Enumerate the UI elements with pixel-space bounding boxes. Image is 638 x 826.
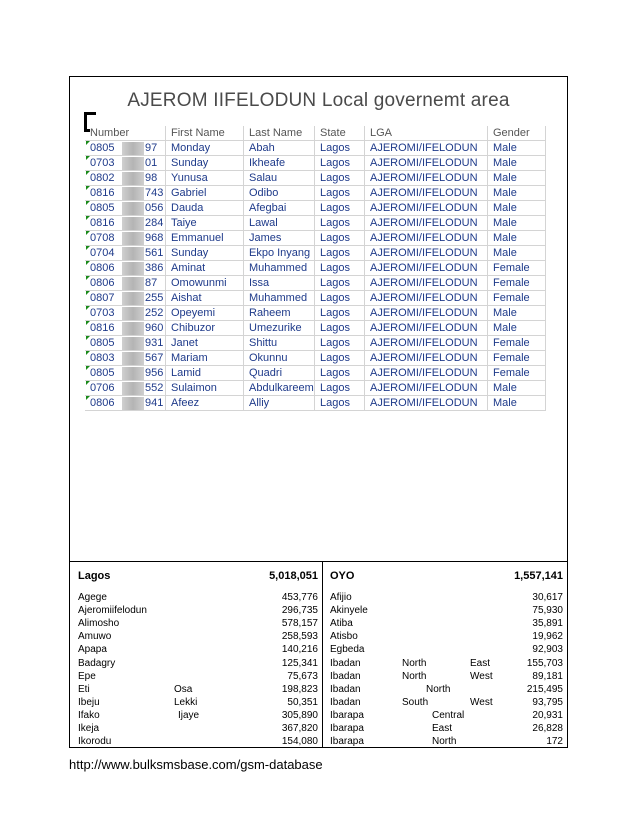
lga-population: 578,157 bbox=[281, 618, 318, 630]
redaction-blur bbox=[122, 217, 144, 230]
phone-suffix: 056 bbox=[145, 201, 164, 214]
phone-number-cell bbox=[85, 396, 166, 411]
spreadsheet-screenshot bbox=[70, 77, 567, 561]
state-cell: Lagos bbox=[315, 306, 365, 321]
lagos-header bbox=[78, 570, 318, 582]
lga-name: Atiba bbox=[330, 618, 353, 630]
phone-prefix: 0806 bbox=[90, 276, 115, 289]
lga-population: 296,735 bbox=[281, 605, 318, 617]
lga-subname: North bbox=[432, 736, 457, 748]
phone-prefix: 0805 bbox=[90, 336, 115, 349]
state-name: Lagos bbox=[78, 570, 111, 582]
state-cell: Lagos bbox=[315, 321, 365, 336]
phone-prefix: 0807 bbox=[90, 291, 115, 304]
state-cell: Lagos bbox=[315, 366, 365, 381]
first-name-cell: Omowunmi bbox=[166, 276, 244, 291]
lga-row bbox=[78, 671, 318, 683]
redaction-blur bbox=[122, 232, 144, 245]
state-cell: Lagos bbox=[315, 291, 365, 306]
lga-population: 305,890 bbox=[281, 709, 318, 721]
lga-cell: AJEROMI/IFELODUN bbox=[365, 336, 488, 351]
phone-prefix: 0703 bbox=[90, 156, 115, 169]
redaction-blur bbox=[122, 202, 144, 215]
lagos-column bbox=[70, 562, 323, 748]
lga-row bbox=[330, 736, 563, 748]
lga-subname-2: East bbox=[470, 657, 491, 669]
first-name-cell: Afeez bbox=[166, 396, 244, 411]
phone-number-cell bbox=[85, 336, 166, 351]
table-row bbox=[85, 321, 546, 336]
gender-cell: Male bbox=[488, 141, 546, 156]
gender-cell: Male bbox=[488, 306, 546, 321]
lga-cell: AJEROMI/IFELODUN bbox=[365, 171, 488, 186]
first-name-cell: Sunday bbox=[166, 156, 244, 171]
lga-population: 30,617 bbox=[532, 592, 563, 603]
lga-cell: AJEROMI/IFELODUN bbox=[365, 276, 488, 291]
lga-row bbox=[78, 658, 318, 670]
lga-row bbox=[330, 671, 563, 683]
column-header: Last Name bbox=[244, 126, 315, 141]
lga-name: Ibeju bbox=[78, 696, 100, 708]
last-name-cell: Ikheafe bbox=[244, 156, 315, 171]
first-name-cell: Aminat bbox=[166, 261, 244, 276]
phone-suffix: 98 bbox=[145, 171, 158, 184]
lga-population: 75,930 bbox=[532, 605, 563, 617]
lga-cell: AJEROMI/IFELODUN bbox=[365, 141, 488, 156]
last-name-cell: Okunnu bbox=[244, 351, 315, 366]
state-cell: Lagos bbox=[315, 216, 365, 231]
gender-cell: Female bbox=[488, 351, 546, 366]
lga-subname: Ijaye bbox=[178, 709, 200, 721]
phone-suffix: 97 bbox=[145, 141, 158, 154]
state-cell: Lagos bbox=[315, 276, 365, 291]
lga-cell: AJEROMI/IFELODUN bbox=[365, 381, 488, 396]
state-cell: Lagos bbox=[315, 336, 365, 351]
lga-row bbox=[78, 723, 318, 735]
lga-cell: AJEROMI/IFELODUN bbox=[365, 396, 488, 411]
table-row bbox=[85, 141, 546, 156]
lga-subname-2: West bbox=[470, 670, 493, 682]
state-cell: Lagos bbox=[315, 261, 365, 276]
column-header: LGA bbox=[365, 126, 488, 141]
last-name-cell: Issa bbox=[244, 276, 315, 291]
phone-suffix: 561 bbox=[145, 246, 164, 259]
lga-name: Egbeda bbox=[330, 644, 365, 656]
first-name-cell: Aishat bbox=[166, 291, 244, 306]
lga-population: 154,080 bbox=[281, 736, 318, 748]
redaction-blur bbox=[122, 352, 144, 365]
phone-prefix: 0704 bbox=[90, 246, 115, 259]
redaction-blur bbox=[122, 307, 144, 320]
table-row bbox=[85, 171, 546, 186]
first-name-cell: Taiye bbox=[166, 216, 244, 231]
table-row bbox=[85, 216, 546, 231]
lga-row bbox=[78, 618, 318, 630]
lga-row bbox=[330, 723, 563, 735]
gender-cell: Female bbox=[488, 336, 546, 351]
lga-name: Ibadan bbox=[330, 683, 361, 695]
phone-prefix: 0806 bbox=[90, 396, 115, 409]
redaction-blur bbox=[122, 277, 144, 290]
gender-cell: Male bbox=[488, 381, 546, 396]
lga-cell: AJEROMI/IFELODUN bbox=[365, 261, 488, 276]
gender-cell: Male bbox=[488, 201, 546, 216]
lga-cell: AJEROMI/IFELODUN bbox=[365, 291, 488, 306]
table-row bbox=[85, 186, 546, 201]
lga-cell: AJEROMI/IFELODUN bbox=[365, 216, 488, 231]
lga-subname: East bbox=[432, 723, 453, 734]
lga-cell: AJEROMI/IFELODUN bbox=[365, 246, 488, 261]
first-name-cell: Lamid bbox=[166, 366, 244, 381]
column-header: Number bbox=[85, 126, 166, 141]
phone-number-cell bbox=[85, 171, 166, 186]
table-row bbox=[85, 201, 546, 216]
lga-row bbox=[78, 736, 318, 748]
lga-name: Ikorodu bbox=[78, 736, 112, 748]
lga-row bbox=[330, 684, 563, 696]
state-cell: Lagos bbox=[315, 141, 365, 156]
lga-cell: AJEROMI/IFELODUN bbox=[365, 351, 488, 366]
phone-number-cell bbox=[85, 321, 166, 336]
first-name-cell: Sunday bbox=[166, 246, 244, 261]
lga-row bbox=[330, 697, 563, 709]
first-name-cell: Sulaimon bbox=[166, 381, 244, 396]
last-name-cell: Quadri bbox=[244, 366, 315, 381]
redaction-blur bbox=[122, 322, 144, 335]
lga-population: 19,962 bbox=[532, 631, 563, 643]
phone-number-cell bbox=[85, 156, 166, 171]
lga-population: 92,903 bbox=[532, 644, 563, 656]
lga-cell: AJEROMI/IFELODUN bbox=[365, 186, 488, 201]
last-name-cell: James bbox=[244, 231, 315, 246]
gender-cell: Male bbox=[488, 321, 546, 336]
lga-population: 258,593 bbox=[281, 631, 318, 643]
lga-cell: AJEROMI/IFELODUN bbox=[365, 321, 488, 336]
phone-number-cell bbox=[85, 231, 166, 246]
last-name-cell: Odibo bbox=[244, 186, 315, 201]
lga-name: Alimosho bbox=[78, 618, 120, 630]
lga-name: Ibarapa bbox=[330, 723, 364, 734]
lga-name: Epe bbox=[78, 670, 96, 682]
phone-suffix: 743 bbox=[145, 186, 164, 199]
lga-subname: North bbox=[426, 683, 451, 695]
phone-suffix: 956 bbox=[145, 366, 164, 379]
last-name-cell: Raheem bbox=[244, 306, 315, 321]
last-name-cell: Ekpo Inyang bbox=[244, 246, 315, 261]
phone-number-cell bbox=[85, 216, 166, 231]
first-name-cell: Janet bbox=[166, 336, 244, 351]
first-name-cell: Emmanuel bbox=[166, 231, 244, 246]
lga-row bbox=[330, 592, 563, 604]
lga-name: Amuwo bbox=[78, 631, 112, 643]
lga-population: 125,341 bbox=[281, 657, 318, 669]
first-name-cell: Mariam bbox=[166, 351, 244, 366]
table-header-row bbox=[85, 126, 546, 141]
lga-row bbox=[78, 644, 318, 656]
column-header: First Name bbox=[166, 126, 244, 141]
source-url[interactable]: http://www.bulksmsbase.com/gsm-database bbox=[69, 757, 323, 772]
gender-cell: Female bbox=[488, 276, 546, 291]
last-name-cell: Umezurike bbox=[244, 321, 315, 336]
table-row bbox=[85, 366, 546, 381]
oyo-header bbox=[330, 570, 563, 582]
last-name-cell: Abah bbox=[244, 141, 315, 156]
spreadsheet-title: AJEROM IIFELODUN Local governemt area bbox=[127, 90, 510, 111]
lga-subname: North bbox=[402, 670, 427, 682]
phone-suffix: 931 bbox=[145, 336, 164, 349]
phone-prefix: 0708 bbox=[90, 231, 115, 244]
phone-prefix: 0816 bbox=[90, 186, 115, 199]
lga-cell: AJEROMI/IFELODUN bbox=[365, 201, 488, 216]
state-cell: Lagos bbox=[315, 186, 365, 201]
state-cell: Lagos bbox=[315, 231, 365, 246]
lga-row bbox=[330, 631, 563, 643]
lga-subname: Lekki bbox=[174, 696, 198, 708]
table-row bbox=[85, 156, 546, 171]
phone-suffix: 87 bbox=[145, 276, 158, 289]
lga-cell: AJEROMI/IFELODUN bbox=[365, 306, 488, 321]
phone-suffix: 252 bbox=[145, 306, 164, 319]
lga-row bbox=[330, 658, 563, 670]
last-name-cell: Alliy bbox=[244, 396, 315, 411]
phone-number-cell bbox=[85, 351, 166, 366]
table-row bbox=[85, 291, 546, 306]
phone-prefix: 0703 bbox=[90, 306, 115, 319]
first-name-cell: Chibuzor bbox=[166, 321, 244, 336]
first-name-cell: Dauda bbox=[166, 201, 244, 216]
phone-suffix: 255 bbox=[145, 291, 164, 304]
gender-cell: Female bbox=[488, 291, 546, 306]
phone-number-cell bbox=[85, 186, 166, 201]
phone-number-cell bbox=[85, 306, 166, 321]
document-frame bbox=[69, 76, 568, 748]
redaction-blur bbox=[122, 337, 144, 350]
lga-name: Afijio bbox=[330, 592, 352, 603]
lga-name: Badagry bbox=[78, 657, 116, 669]
phone-prefix: 0706 bbox=[90, 381, 115, 394]
lga-population: 75,673 bbox=[287, 670, 318, 682]
state-cell: Lagos bbox=[315, 171, 365, 186]
gender-cell: Female bbox=[488, 366, 546, 381]
lga-population: 89,181 bbox=[532, 670, 563, 682]
lga-name: Ibadan bbox=[330, 696, 361, 708]
table-row bbox=[85, 306, 546, 321]
redaction-blur bbox=[122, 292, 144, 305]
lga-row bbox=[330, 605, 563, 617]
lga-population: 198,823 bbox=[281, 683, 318, 695]
lga-population: 35,891 bbox=[532, 618, 563, 630]
redaction-blur bbox=[122, 187, 144, 200]
lga-row bbox=[78, 710, 318, 722]
phone-number-cell bbox=[85, 246, 166, 261]
last-name-cell: Abdulkareem bbox=[244, 381, 315, 396]
table-row bbox=[85, 276, 546, 291]
state-cell: Lagos bbox=[315, 381, 365, 396]
lga-cell: AJEROMI/IFELODUN bbox=[365, 366, 488, 381]
phone-prefix: 0803 bbox=[90, 351, 115, 364]
first-name-cell: Monday bbox=[166, 141, 244, 156]
phone-suffix: 01 bbox=[145, 156, 158, 169]
column-header: Gender bbox=[488, 126, 546, 141]
lga-name: Agege bbox=[78, 592, 107, 603]
state-cell: Lagos bbox=[315, 246, 365, 261]
redaction-blur bbox=[122, 157, 144, 170]
table-row bbox=[85, 231, 546, 246]
phone-suffix: 284 bbox=[145, 216, 164, 229]
lga-cell: AJEROMI/IFELODUN bbox=[365, 231, 488, 246]
lga-name: Akinyele bbox=[330, 605, 368, 617]
redaction-blur bbox=[122, 142, 144, 155]
last-name-cell: Salau bbox=[244, 171, 315, 186]
lga-name: Eti bbox=[78, 683, 90, 695]
lga-population: 26,828 bbox=[532, 723, 563, 734]
redaction-blur bbox=[122, 367, 144, 380]
state-total: 1,557,141 bbox=[514, 570, 563, 582]
gender-cell: Male bbox=[488, 231, 546, 246]
phone-number-cell bbox=[85, 276, 166, 291]
lga-name: Atisbo bbox=[330, 631, 358, 643]
last-name-cell: Afegbai bbox=[244, 201, 315, 216]
lga-subname: Central bbox=[432, 709, 465, 721]
lga-population: 215,495 bbox=[526, 683, 563, 695]
lga-row bbox=[78, 631, 318, 643]
table-body bbox=[85, 141, 546, 411]
redaction-blur bbox=[122, 262, 144, 275]
phone-suffix: 552 bbox=[145, 381, 164, 394]
lga-subname-2: West bbox=[470, 696, 493, 708]
table-row bbox=[85, 351, 546, 366]
lga-name: Ibarapa bbox=[330, 709, 364, 721]
lga-name: Ajeromiifelodun bbox=[78, 605, 147, 617]
phone-number-cell bbox=[85, 141, 166, 156]
lga-cell: AJEROMI/IFELODUN bbox=[365, 156, 488, 171]
redaction-blur bbox=[122, 382, 144, 395]
lga-name: Ibarapa bbox=[330, 736, 364, 748]
lga-subname: South bbox=[402, 696, 429, 708]
first-name-cell: Gabriel bbox=[166, 186, 244, 201]
gender-cell: Male bbox=[488, 396, 546, 411]
first-name-cell: Opeyemi bbox=[166, 306, 244, 321]
lga-population: 50,351 bbox=[287, 696, 318, 708]
population-section bbox=[70, 561, 567, 748]
gender-cell: Female bbox=[488, 261, 546, 276]
phone-number-cell bbox=[85, 261, 166, 276]
state-cell: Lagos bbox=[315, 201, 365, 216]
lga-population: 93,795 bbox=[532, 696, 563, 708]
lga-population: 172 bbox=[546, 736, 563, 748]
contacts-table bbox=[85, 126, 546, 411]
phone-number-cell bbox=[85, 366, 166, 381]
state-cell: Lagos bbox=[315, 396, 365, 411]
column-header: State bbox=[315, 126, 365, 141]
lga-row bbox=[330, 644, 563, 656]
phone-prefix: 0816 bbox=[90, 321, 115, 334]
last-name-cell: Muhammed bbox=[244, 291, 315, 306]
lga-row bbox=[78, 605, 318, 617]
table-row bbox=[85, 246, 546, 261]
lga-population: 20,931 bbox=[532, 709, 563, 721]
phone-suffix: 968 bbox=[145, 231, 164, 244]
lga-name: Ibadan bbox=[330, 657, 361, 669]
table-row bbox=[85, 336, 546, 351]
lga-population: 155,703 bbox=[526, 657, 563, 669]
lga-row bbox=[78, 592, 318, 604]
lga-population: 140,216 bbox=[281, 644, 318, 656]
state-total: 5,018,051 bbox=[269, 570, 318, 582]
phone-prefix: 0806 bbox=[90, 261, 115, 274]
lga-row bbox=[78, 697, 318, 709]
lga-subname: Osa bbox=[174, 683, 193, 695]
gender-cell: Male bbox=[488, 246, 546, 261]
gender-cell: Male bbox=[488, 186, 546, 201]
lga-name: Ikeja bbox=[78, 723, 100, 734]
lga-name: Apapa bbox=[78, 644, 107, 656]
phone-prefix: 0805 bbox=[90, 141, 115, 154]
lga-name: Ibadan bbox=[330, 670, 361, 682]
state-cell: Lagos bbox=[315, 156, 365, 171]
last-name-cell: Lawal bbox=[244, 216, 315, 231]
phone-suffix: 567 bbox=[145, 351, 164, 364]
phone-prefix: 0816 bbox=[90, 216, 115, 229]
gender-cell: Male bbox=[488, 216, 546, 231]
redaction-blur bbox=[122, 247, 144, 260]
phone-suffix: 386 bbox=[145, 261, 164, 274]
last-name-cell: Muhammed bbox=[244, 261, 315, 276]
table-row bbox=[85, 381, 546, 396]
lga-population: 367,820 bbox=[281, 723, 318, 734]
lga-row bbox=[78, 684, 318, 696]
lga-name: Ifako bbox=[78, 709, 100, 721]
phone-suffix: 941 bbox=[145, 396, 164, 409]
lga-row bbox=[330, 710, 563, 722]
last-name-cell: Shittu bbox=[244, 336, 315, 351]
phone-number-cell bbox=[85, 291, 166, 306]
gender-cell: Male bbox=[488, 171, 546, 186]
lga-population: 453,776 bbox=[281, 592, 318, 603]
phone-prefix: 0802 bbox=[90, 171, 115, 184]
lga-row bbox=[330, 618, 563, 630]
phone-suffix: 960 bbox=[145, 321, 164, 334]
state-name: OYO bbox=[330, 570, 355, 582]
state-cell: Lagos bbox=[315, 351, 365, 366]
table-row bbox=[85, 396, 546, 411]
phone-prefix: 0805 bbox=[90, 201, 115, 214]
phone-number-cell bbox=[85, 381, 166, 396]
phone-prefix: 0805 bbox=[90, 366, 115, 379]
first-name-cell: Yunusa bbox=[166, 171, 244, 186]
lga-subname: North bbox=[402, 657, 427, 669]
gender-cell: Male bbox=[488, 156, 546, 171]
redaction-blur bbox=[122, 397, 144, 410]
phone-number-cell bbox=[85, 201, 166, 216]
redaction-blur bbox=[122, 172, 144, 185]
table-row bbox=[85, 261, 546, 276]
